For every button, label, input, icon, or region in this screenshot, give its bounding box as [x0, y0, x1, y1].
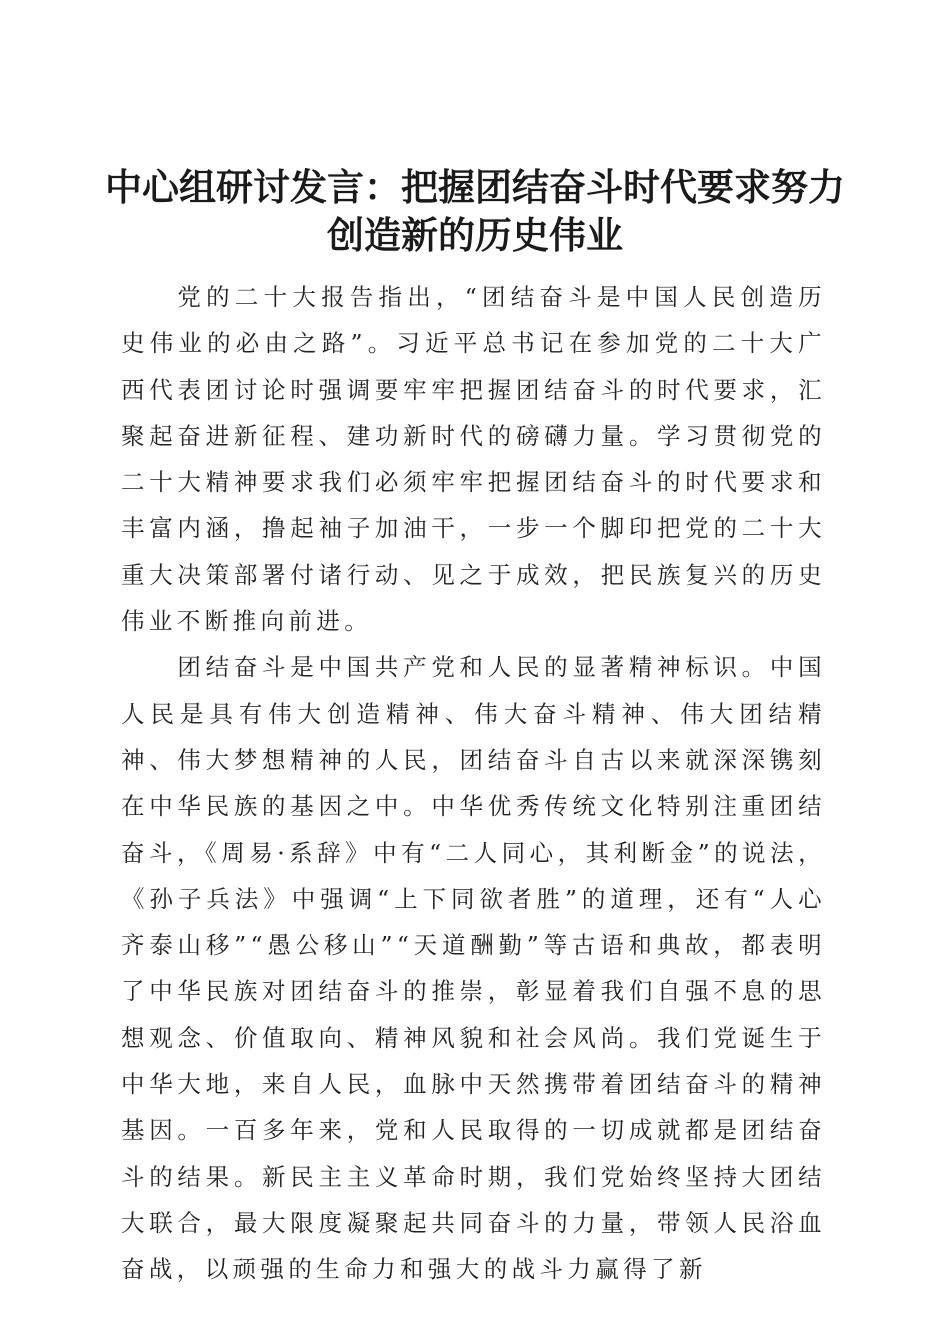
paragraph-2: 团结奋斗是中国共产党和人民的显著精神标识。中国人民是具有伟大创造精神、伟大奋斗精神、伟大团结精神、伟大梦想精神的人民，团结奋斗自古以来就深深镌刻在中华民族的基因之中。中华优秀传统文化特别注重团结奋斗，《周易·系辞》中有“二人同心，其利断金”的说法，《孙子兵法》中强调“上下同欲者胜”的道理，还有“人心齐泰山移”“愚公移山”“天道酬勤”等古语和典故，都表明了中华民族对团结奋斗的推崇，彰显着我们自强不息的思想观念、价值取向、精神风貌和社会风尚。我们党诞生于中华大地，来自人民，血脉中天然携带着团结奋斗的精神基因。一百多年来，党和人民取得的一切成就都是团结奋斗的结果。新民主主义革命时期，我们党始终坚持大团结大联合，最大限度凝聚起共同奋斗的力量，带领人民浴血奋战，以顽强的生命力和强大的战斗力赢得了新 [121, 653, 827, 1284]
title-line-1: 中心组研讨发言：把握团结奋斗时代要求努力 [105, 164, 845, 209]
document-title [100, 163, 850, 259]
title-line-2: 创造新的历史伟业 [327, 212, 623, 257]
document-body [121, 274, 826, 1293]
paragraph-1: 党的二十大报告指出，“团结奋斗是中国人民创造历史伟业的必由之路”。习近平总书记在参加党的二十大广西代表团讨论时强调要牢牢把握团结奋斗的时代要求，汇聚起奋进新征程、建功新时代的磅礴力量。学习贯彻党的二十大精神要求我们必须牢牢把握团结奋斗的时代要求和丰富内涵，撸起袖子加油干，一步一个脚印把党的二十大重大决策部署付诸行动、见之于成效，把民族复兴的历史伟业不断推向前进。 [121, 283, 826, 636]
